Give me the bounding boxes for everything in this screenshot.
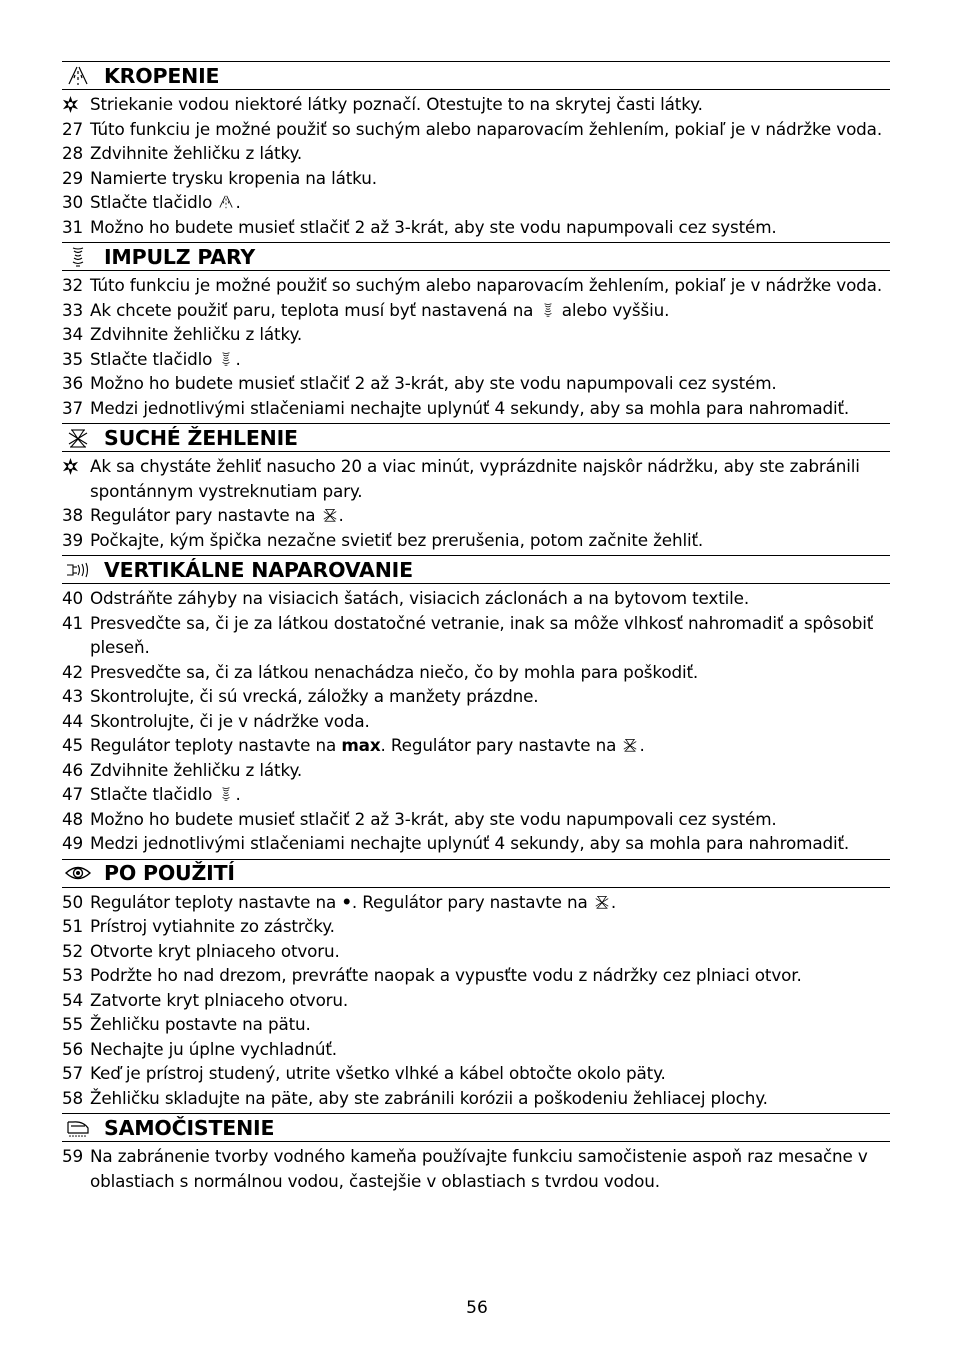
step-text-content: Zdvihnite žehličku z látky. — [90, 759, 303, 780]
no-steam-icon — [64, 426, 92, 450]
step-text — [90, 215, 890, 240]
instruction-item — [62, 528, 890, 553]
step-number: 51 — [62, 916, 84, 936]
step-text-before: Stlačte tlačidlo — [90, 192, 218, 212]
step-text — [90, 298, 890, 323]
step-text — [90, 322, 890, 347]
step-text-mid: . Regulátor pary nastavte na — [380, 735, 622, 755]
section-header — [62, 859, 890, 888]
step-number: 52 — [62, 940, 84, 961]
steam-shot-icon — [64, 245, 92, 269]
instruction-item — [62, 611, 890, 660]
no-steam-icon — [321, 506, 339, 524]
step-number: 33 — [62, 299, 84, 320]
warning-icon — [62, 454, 90, 503]
instruction-item — [62, 733, 890, 758]
step-text-mid: . Regulátor pary nastavte na — [351, 891, 593, 912]
page-number: 56 — [466, 1298, 488, 1318]
step-text — [90, 988, 890, 1013]
section-title: IMPULZ PARY — [104, 244, 256, 269]
step-number: 29 — [62, 167, 84, 188]
step-text-after: . — [235, 192, 241, 212]
instruction-item — [62, 141, 890, 166]
step-text-content: Zatvorte kryt plniaceho otvoru. — [90, 989, 349, 1010]
step-text-bold: • — [341, 891, 352, 912]
instruction-item — [62, 1061, 890, 1086]
no-steam-icon — [621, 736, 639, 754]
step-number: 56 — [62, 1038, 84, 1059]
no-steam-icon — [593, 893, 611, 911]
step-text — [90, 1012, 890, 1037]
step-number: 37 — [62, 397, 84, 418]
spray-icon — [64, 64, 92, 88]
step-text-after: alebo vyššiu. — [556, 299, 670, 320]
step-text — [90, 371, 890, 396]
instruction-item — [62, 1037, 890, 1062]
warning-item — [62, 92, 890, 117]
instruction-item — [62, 347, 890, 372]
step-text — [90, 782, 890, 807]
section-header — [62, 423, 890, 452]
step-text-content: Medzi jednotlivými stlačeniami nechajte uplynúť 4 sekundy, aby sa mohla para nahromadiť. — [90, 397, 850, 418]
step-number: 36 — [62, 373, 84, 393]
step-number: 59 — [62, 1146, 84, 1166]
steam-shot-icon — [217, 350, 235, 368]
section-title: SAMOČISTENIE — [104, 1115, 275, 1140]
step-number: 54 — [62, 989, 84, 1010]
step-text-before: Regulátor pary nastavte na — [90, 505, 321, 525]
step-text-content: Žehličku postavte na pätu. — [90, 1014, 311, 1034]
step-text — [90, 454, 890, 503]
step-text-content: Nechajte ju úplne vychladnúť. — [90, 1038, 337, 1059]
instruction-item — [62, 914, 890, 939]
step-text — [90, 914, 890, 939]
step-text — [90, 92, 890, 117]
step-number: 44 — [62, 710, 84, 731]
step-number: 46 — [62, 759, 84, 780]
step-text-content: Namierte trysku kropenia na látku. — [90, 167, 377, 188]
step-number: 30 — [62, 192, 84, 212]
instruction-item — [62, 660, 890, 685]
self-clean-icon — [64, 1116, 92, 1140]
step-text — [90, 709, 890, 734]
instruction-item — [62, 988, 890, 1013]
step-number: 27 — [62, 118, 84, 139]
instruction-item — [62, 963, 890, 988]
step-text-content: Presvedčte sa, či je za látkou dostatočné vetranie, inak sa môže vlhkosť nahromadiť a spôsobiť pleseň. — [90, 612, 874, 657]
step-number: 43 — [62, 686, 84, 706]
step-text-content: Podržte ho nad drezom, prevráťte naopak a vypusťte vodu z nádržky cez plniaci otvor. — [90, 965, 802, 985]
step-text — [90, 684, 890, 709]
section-header — [62, 61, 890, 90]
instruction-item — [62, 1086, 890, 1111]
step-text — [90, 141, 890, 166]
step-text-after: . — [338, 505, 344, 525]
section-title: KROPENIE — [104, 63, 220, 88]
step-text-content: Prístroj vytiahnite zo zástrčky. — [90, 916, 335, 936]
instruction-item — [62, 396, 890, 421]
step-text-after: . — [639, 735, 645, 755]
step-text-content: Počkajte, kým špička nezačne svietiť bez prerušenia, potom začnite žehliť. — [90, 529, 704, 550]
instruction-item — [62, 890, 890, 915]
step-text — [90, 733, 890, 758]
step-text-content: Na zabránenie tvorby vodného kameňa používajte funkciu samočistenie aspoň raz mesačne v oblastiach s normálnou vodou, častejšie v oblastiach s tvrdou vodou. — [90, 1146, 868, 1191]
step-number: 58 — [62, 1087, 84, 1108]
step-number: 49 — [62, 833, 84, 853]
step-text-content: Skontrolujte, či sú vrecká, záložky a manžety prázdne. — [90, 686, 539, 706]
step-text — [90, 660, 890, 685]
step-text-content: Presvedčte sa, či za látkou nenachádza niečo, čo by mohla para poškodiť. — [90, 661, 699, 682]
instruction-item — [62, 586, 890, 611]
instruction-item — [62, 166, 890, 191]
step-text-before: Ak chcete použiť paru, teplota musí byť nastavená na — [90, 299, 539, 320]
step-text-before: Stlačte tlačidlo — [90, 784, 218, 804]
instruction-item — [62, 807, 890, 832]
step-number: 50 — [62, 891, 84, 912]
step-text-after: . — [235, 348, 241, 369]
steam-shot-icon — [217, 785, 235, 803]
instruction-list — [62, 584, 890, 856]
step-text-content: Medzi jednotlivými stlačeniami nechajte uplynúť 4 sekundy, aby sa mohla para nahromadiť. — [90, 833, 850, 853]
warning-item — [62, 454, 890, 503]
instruction-item — [62, 215, 890, 240]
step-text-before: Stlačte tlačidlo — [90, 348, 218, 369]
step-number: 40 — [62, 588, 84, 608]
section-header — [62, 1113, 890, 1142]
instruction-item — [62, 322, 890, 347]
instruction-list — [62, 90, 890, 239]
instruction-item — [62, 503, 890, 528]
section-title: VERTIKÁLNE NAPAROVANIE — [104, 557, 413, 582]
step-text — [90, 273, 890, 298]
step-text — [90, 586, 890, 611]
step-text-content: Otvorte kryt plniaceho otvoru. — [90, 940, 340, 961]
step-number: 39 — [62, 529, 84, 550]
step-text — [90, 831, 890, 856]
vertical-steam-icon — [64, 558, 92, 582]
step-text — [90, 396, 890, 421]
instruction-item — [62, 298, 890, 323]
instruction-item — [62, 1012, 890, 1037]
spray-icon — [217, 193, 235, 211]
step-text-content: Možno ho budete musieť stlačiť 2 až 3-krát, aby ste vodu napumpovali cez systém. — [90, 373, 777, 393]
step-text-content: Ak sa chystáte žehliť nasucho 20 a viac minút, vyprázdnite najskôr nádržku, aby ste zabránili spontánnym vystreknutiam pary. — [90, 456, 860, 501]
step-text — [90, 758, 890, 783]
step-number: 41 — [62, 612, 84, 633]
step-text-content: Žehličku skladujte na päte, aby ste zabránili korózii a poškodeniu žehliacej plochy. — [90, 1087, 768, 1108]
step-text — [90, 890, 890, 915]
step-number: 57 — [62, 1063, 84, 1083]
step-number: 53 — [62, 965, 84, 985]
step-text-content: Možno ho budete musieť stlačiť 2 až 3-krát, aby ste vodu napumpovali cez systém. — [90, 808, 777, 829]
step-text-content: Túto funkciu je možné použiť so suchým alebo naparovacím žehlením, pokiaľ je v nádržke voda. — [90, 275, 883, 295]
step-text — [90, 347, 890, 372]
instruction-item — [62, 709, 890, 734]
section-header — [62, 242, 890, 271]
instruction-item — [62, 190, 890, 215]
step-number: 34 — [62, 324, 84, 344]
step-text — [90, 963, 890, 988]
step-text-content: Zdvihnite žehličku z látky. — [90, 324, 303, 344]
step-text — [90, 807, 890, 832]
steam-shot-icon — [539, 301, 557, 319]
step-number: 35 — [62, 348, 84, 369]
step-text-before: Regulátor teploty nastavte na — [90, 891, 342, 912]
section-title: SUCHÉ ŽEHLENIE — [104, 425, 298, 450]
instruction-item — [62, 939, 890, 964]
instruction-item — [62, 1144, 890, 1193]
step-text — [90, 166, 890, 191]
section-header — [62, 555, 890, 584]
step-text — [90, 939, 890, 964]
step-number: 47 — [62, 784, 84, 804]
step-number: 31 — [62, 216, 84, 237]
instruction-item — [62, 684, 890, 709]
step-text-content: Skontrolujte, či je v nádržke voda. — [90, 710, 370, 731]
step-text — [90, 503, 890, 528]
step-text-content: Možno ho budete musieť stlačiť 2 až 3-krát, aby ste vodu napumpovali cez systém. — [90, 216, 777, 237]
step-text — [90, 190, 890, 215]
step-text-bold: max — [341, 735, 381, 755]
instruction-item — [62, 273, 890, 298]
step-number: 38 — [62, 505, 84, 525]
step-text — [90, 1086, 890, 1111]
step-text-content: Keď je prístroj studený, utrite všetko vlhké a kábel obtočte okolo päty. — [90, 1063, 666, 1083]
instruction-item — [62, 758, 890, 783]
step-text-before: Regulátor teploty nastavte na — [90, 735, 342, 755]
instruction-list — [62, 1142, 890, 1193]
instruction-list — [62, 888, 890, 1111]
instruction-item — [62, 782, 890, 807]
step-text — [90, 611, 890, 660]
instruction-list — [62, 271, 890, 420]
step-text — [90, 1061, 890, 1086]
step-number: 42 — [62, 661, 84, 682]
step-text-content: Striekanie vodou niektoré látky poznačí. Otestujte to na skrytej časti látky. — [90, 94, 703, 114]
step-text-after: . — [610, 891, 617, 912]
step-number: 48 — [62, 808, 84, 829]
section-title: PO POUŽITÍ — [104, 861, 235, 885]
step-text-content: Odstráňte záhyby na visiacich šatách, visiacich záclonách a na bytovom textile. — [90, 588, 750, 608]
step-text-content: Zdvihnite žehličku z látky. — [90, 143, 303, 163]
step-number: 55 — [62, 1014, 84, 1034]
instruction-item — [62, 371, 890, 396]
instruction-item — [62, 117, 890, 142]
step-number: 32 — [62, 275, 84, 295]
document-page — [62, 61, 890, 1193]
step-number: 28 — [62, 143, 84, 163]
step-text — [90, 528, 890, 553]
warning-icon — [62, 92, 90, 117]
instruction-item — [62, 831, 890, 856]
step-text — [90, 117, 890, 142]
step-number: 45 — [62, 735, 84, 755]
instruction-list — [62, 452, 890, 552]
step-text-after: . — [235, 784, 241, 804]
step-text-content: Túto funkciu je možné použiť so suchým alebo naparovacím žehlením, pokiaľ je v nádržke voda. — [90, 118, 883, 139]
step-text — [90, 1037, 890, 1062]
step-text — [90, 1144, 890, 1193]
eye-icon — [64, 861, 92, 885]
